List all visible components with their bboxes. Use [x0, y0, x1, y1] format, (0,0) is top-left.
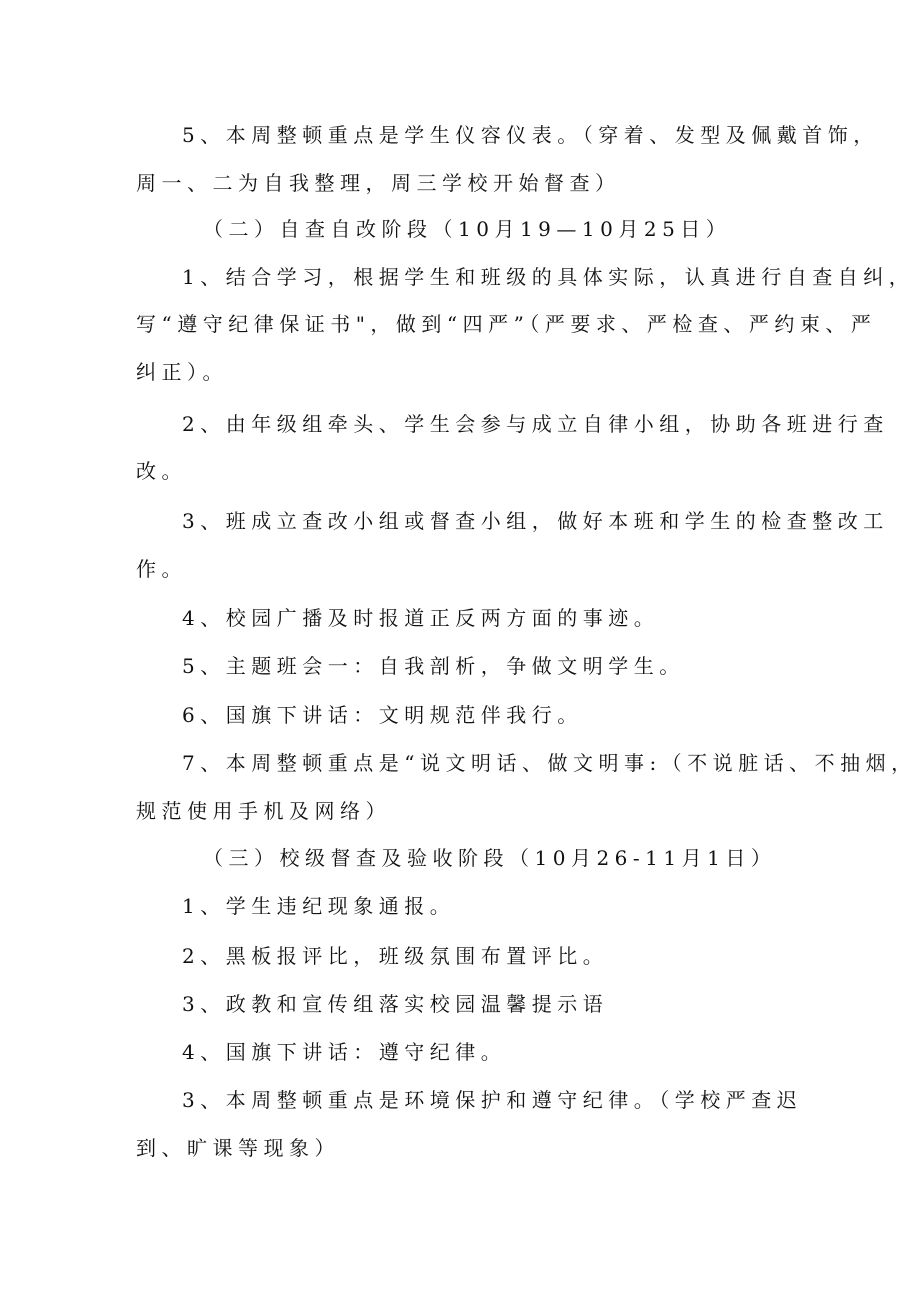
- paragraph-line: 5、本周整顿重点是学生仪容仪表。（穿着、发型及佩戴首饰，: [182, 123, 879, 147]
- paragraph-line: 纠正）。: [136, 360, 228, 384]
- paragraph-line: 3、班成立查改小组或督查小组，做好本班和学生的检查整改工: [182, 509, 889, 533]
- paragraph-line: 3、本周整顿重点是环境保护和遵守纪律。（学校严查迟: [182, 1088, 803, 1112]
- paragraph-line: 3、政教和宣传组落实校园温馨提示语: [182, 992, 609, 1016]
- section-heading: （二）自查自改阶段（10月19—10月25日）: [203, 217, 732, 241]
- paragraph-line: 改。: [136, 459, 187, 483]
- paragraph-line: 4、校园广播及时报道正反两方面的事迹。: [182, 606, 660, 630]
- paragraph-line: 2、黑板报评比，班级氛围布置评比。: [182, 944, 609, 968]
- paragraph-line: 7、本周整顿重点是“说文明话、做文明事:（不说脏话、不抽烟，: [182, 751, 917, 775]
- paragraph-line: 6、国旗下讲话：文明规范伴我行。: [182, 703, 583, 727]
- section-heading: （三）校级督查及验收阶段（10月26-11月1日）: [203, 846, 777, 870]
- paragraph-line: 到、旷课等现象）: [136, 1136, 340, 1160]
- paragraph-line: 5、主题班会一：自我剖析，争做文明学生。: [182, 654, 685, 678]
- paragraph-line: 1、结合学习，根据学生和班级的具体实际，认真进行自查自纠，: [182, 265, 915, 289]
- paragraph-line: 作。: [136, 557, 187, 581]
- paragraph-line: 规范使用手机及网络）: [136, 799, 391, 823]
- paragraph-line: 2、由年级组牵头、学生会参与成立自律小组，协助各班进行查: [182, 412, 889, 436]
- paragraph-line: 1、学生违纪现象通报。: [182, 894, 456, 918]
- paragraph-line: 4、国旗下讲话：遵守纪律。: [182, 1040, 507, 1064]
- paragraph-line: 写“遵守纪律保证书"，做到“四严”（严要求、严检查、严约束、严: [136, 312, 877, 336]
- paragraph-line: 周一、二为自我整理，周三学校开始督查）: [136, 171, 621, 195]
